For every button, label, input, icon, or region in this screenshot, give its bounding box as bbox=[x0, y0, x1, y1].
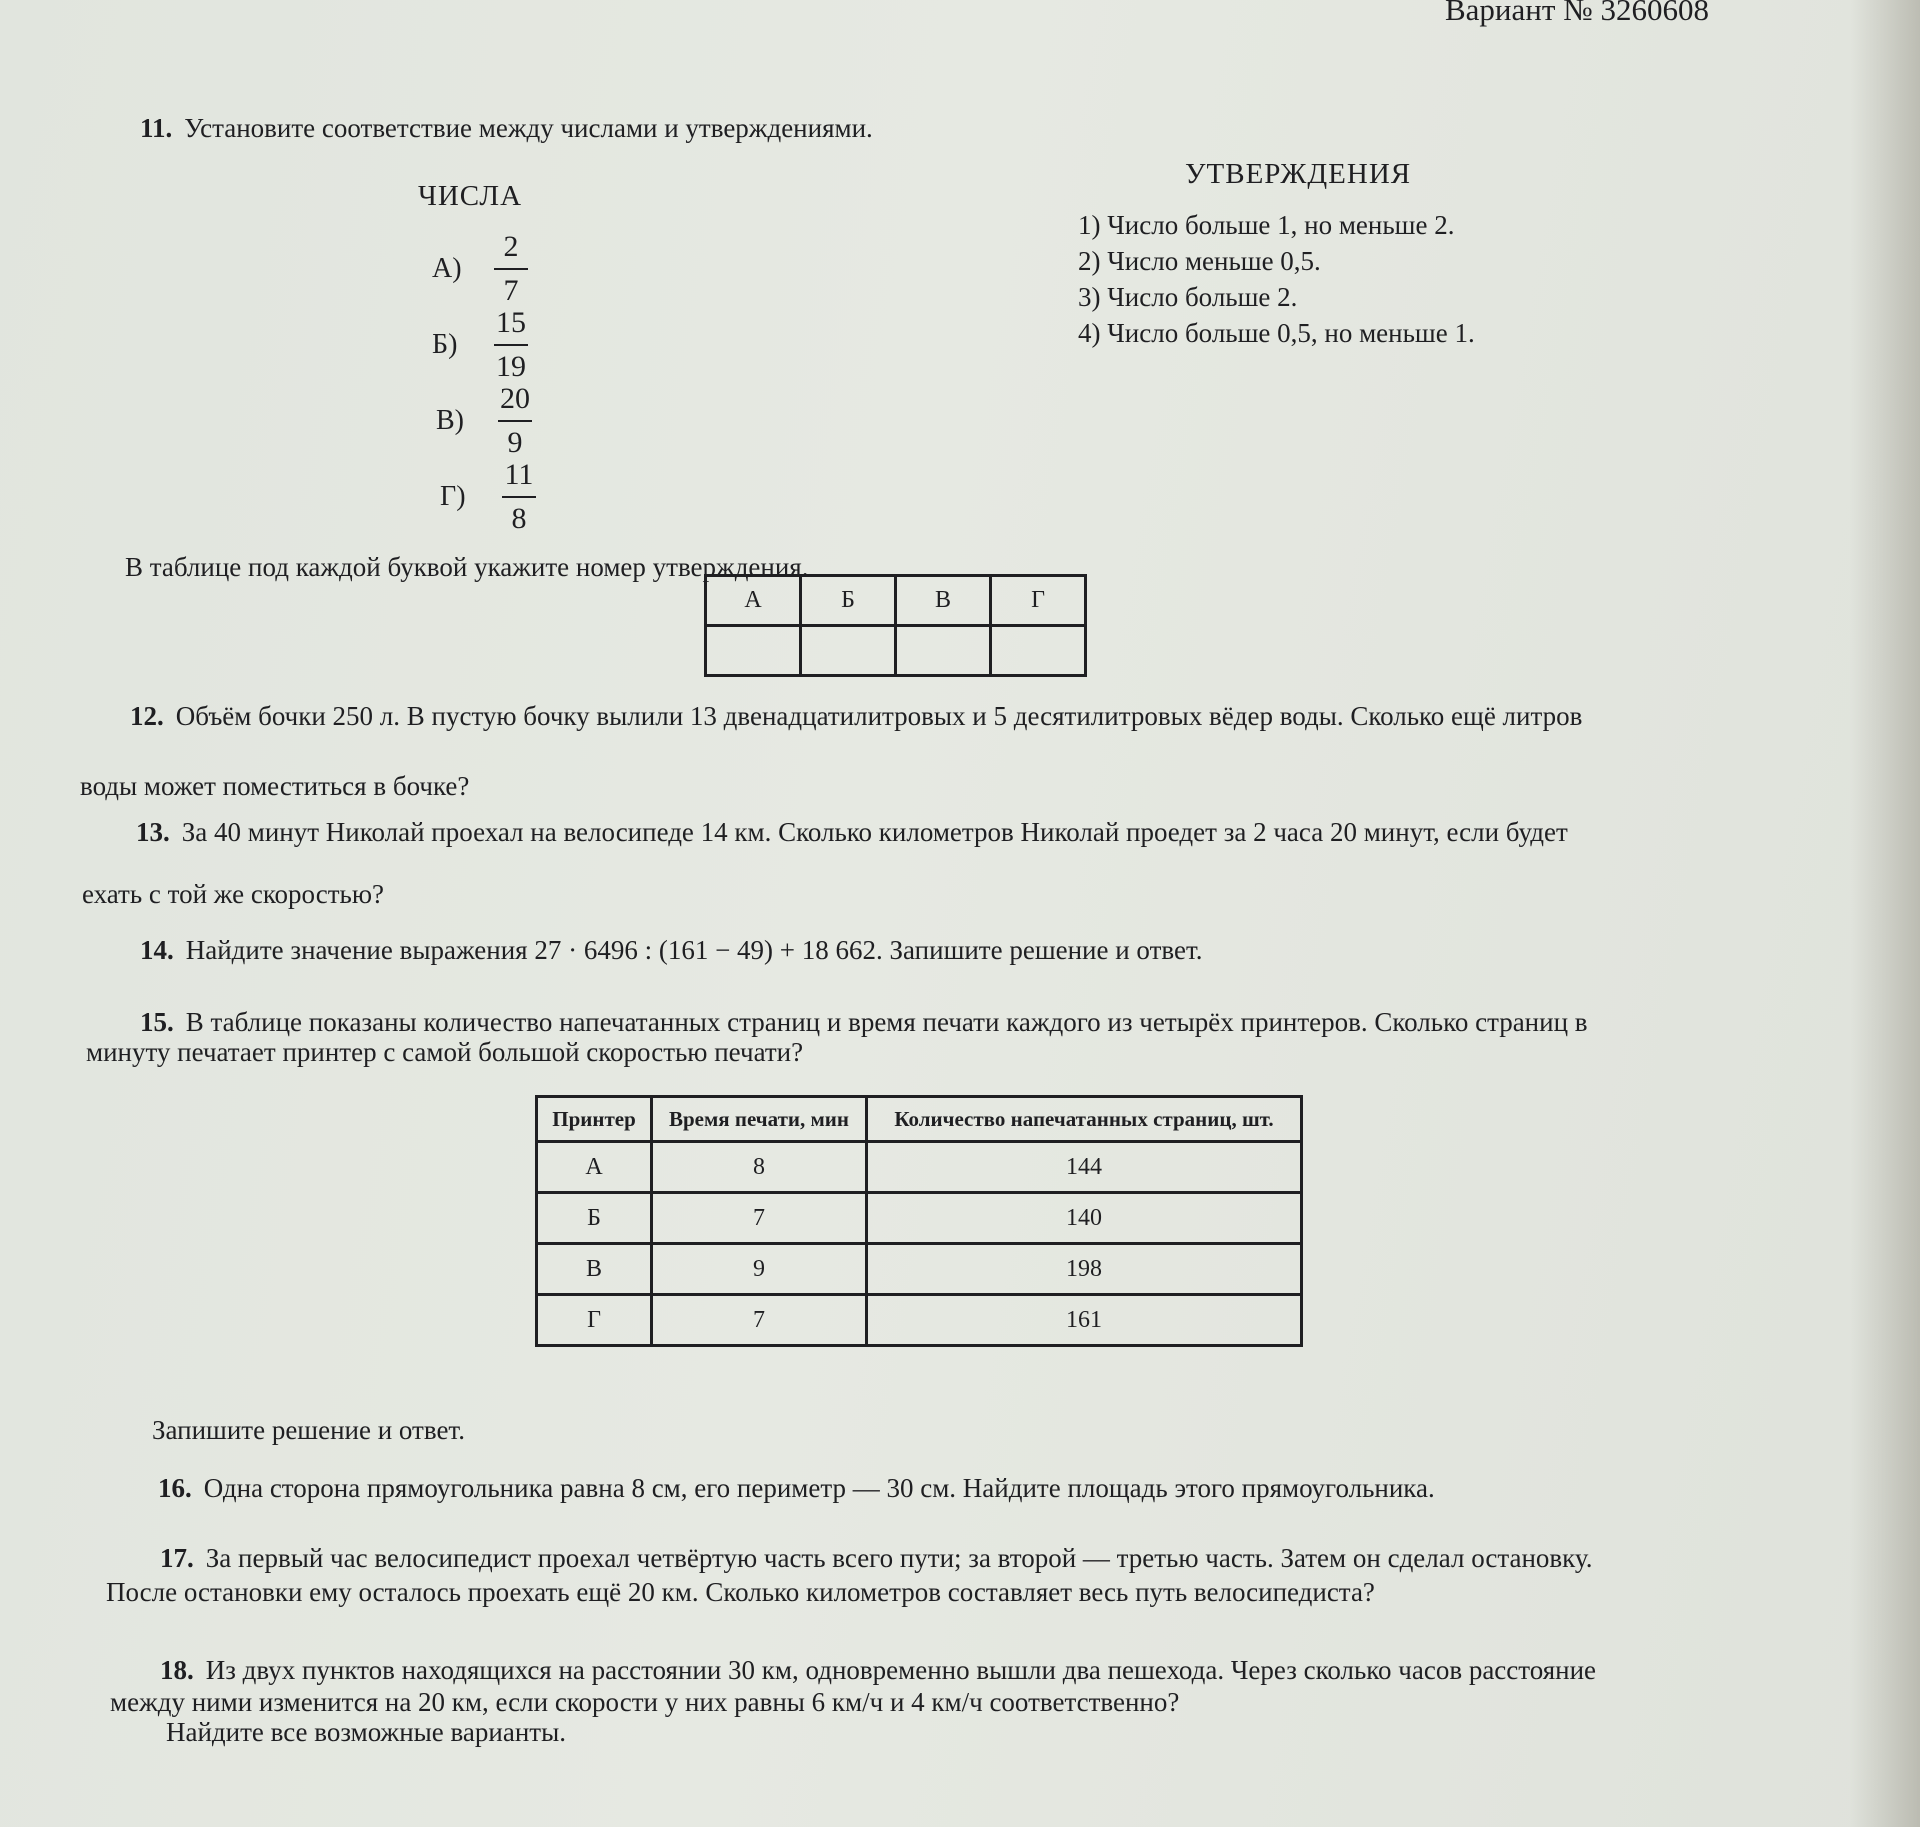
fraction bbox=[494, 230, 528, 308]
time-cell: 9 bbox=[652, 1244, 867, 1295]
numerator: 2 bbox=[503, 230, 519, 263]
statement-4: 4) Число больше 0,5, но меньше 1. bbox=[1078, 318, 1475, 348]
task-text: Установите соответствие между числами и утверждениями. bbox=[184, 113, 873, 143]
table-row bbox=[537, 1142, 1302, 1193]
answer-cell-a[interactable] bbox=[706, 626, 801, 676]
task-text: Одна сторона прямоугольника равна 8 см, его периметр — 30 см. Найдите площадь этого прямоугольника. bbox=[203, 1473, 1435, 1503]
task-number: 11. bbox=[140, 113, 173, 143]
pages-cell: 198 bbox=[867, 1244, 1302, 1295]
task-text: В таблице показаны количество напечатанных страниц и время печати каждого из четырёх принтеров. Сколько страниц в bbox=[185, 1007, 1588, 1037]
option-g bbox=[440, 458, 536, 536]
task-number: 14. bbox=[140, 935, 174, 965]
table-row bbox=[537, 1193, 1302, 1244]
task-18-line3: Найдите все возможные варианты. bbox=[166, 1717, 566, 1747]
task-number: 15. bbox=[140, 1007, 174, 1037]
fraction-bar bbox=[494, 268, 528, 270]
table-row bbox=[537, 1244, 1302, 1295]
printer-cell: Б bbox=[537, 1193, 652, 1244]
denominator: 19 bbox=[496, 350, 526, 383]
option-label: В) bbox=[436, 405, 464, 436]
task-number: 12. bbox=[130, 701, 164, 731]
answer-cell-v[interactable] bbox=[896, 626, 991, 676]
task-12-line2: воды может поместиться в бочке? bbox=[80, 771, 470, 801]
statements-heading: УТВЕРЖДЕНИЯ bbox=[1185, 158, 1412, 190]
printer-header-row bbox=[537, 1097, 1302, 1142]
statement-1: 1) Число больше 1, но меньше 2. bbox=[1078, 210, 1455, 240]
task-12-line1 bbox=[130, 696, 1582, 736]
task-text: За первый час велосипедист проехал четвёртую часть всего пути; за второй — третью часть. Затем он сделал остановку. bbox=[205, 1543, 1593, 1573]
pages-cell: 144 bbox=[867, 1142, 1302, 1193]
answer-header-cell: А bbox=[706, 576, 801, 626]
option-label: Б) bbox=[432, 329, 458, 360]
task-text: Из двух пунктов находящихся на расстоянии 30 км, одновременно вышли два пешехода. Через сколько часов расстояние bbox=[205, 1655, 1596, 1685]
fraction-bar bbox=[502, 496, 536, 498]
option-label: А) bbox=[432, 253, 462, 284]
denominator: 7 bbox=[503, 274, 519, 307]
answer-header-cell: Б bbox=[801, 576, 896, 626]
task-number: 13. bbox=[136, 817, 170, 847]
time-cell: 7 bbox=[652, 1193, 867, 1244]
answer-input-row bbox=[706, 626, 1086, 676]
task-number: 17. bbox=[160, 1543, 194, 1573]
pages-cell: 161 bbox=[867, 1295, 1302, 1346]
answer-header-cell: В bbox=[896, 576, 991, 626]
option-a bbox=[432, 230, 528, 308]
task-11-title bbox=[140, 108, 873, 148]
task-14-line1 bbox=[140, 930, 1202, 970]
time-cell: 8 bbox=[652, 1142, 867, 1193]
task-text: Найдите значение выражения 27 · 6496 : (161 − 49) + 18 662. Запишите решение и ответ. bbox=[185, 935, 1203, 965]
fraction bbox=[498, 382, 532, 460]
task-16-line1 bbox=[158, 1468, 1435, 1508]
printer-cell: А bbox=[537, 1142, 652, 1193]
task-text: За 40 минут Николай проехал на велосипеде 14 км. Сколько километров Николай проедет за 2 часа 20 минут, если будет bbox=[181, 817, 1568, 847]
fraction bbox=[502, 458, 536, 536]
task-13-line1 bbox=[136, 812, 1568, 852]
pages-cell: 140 bbox=[867, 1193, 1302, 1244]
option-label: Г) bbox=[440, 481, 466, 512]
option-b bbox=[432, 306, 528, 384]
numerator: 15 bbox=[496, 306, 526, 339]
header-pages: Количество напечатанных страниц, шт. bbox=[867, 1097, 1302, 1142]
fraction-bar bbox=[498, 420, 532, 422]
task-number: 16. bbox=[158, 1473, 192, 1503]
denominator: 8 bbox=[511, 502, 527, 535]
task-15-after: Запишите решение и ответ. bbox=[152, 1415, 465, 1445]
task-13-line2: ехать с той же скоростью? bbox=[82, 879, 384, 909]
printer-cell: В bbox=[537, 1244, 652, 1295]
statement-3: 3) Число больше 2. bbox=[1078, 282, 1298, 312]
numerator: 11 bbox=[504, 458, 534, 491]
variant-number: Вариант № 3260608 bbox=[1445, 0, 1709, 27]
fraction-bar bbox=[494, 344, 528, 346]
answer-header-row bbox=[706, 576, 1086, 626]
answer-cell-b[interactable] bbox=[801, 626, 896, 676]
option-v bbox=[436, 382, 532, 460]
task-17-line2: После остановки ему осталось проехать ещё 20 км. Сколько километров составляет весь путь велосипедиста? bbox=[106, 1577, 1375, 1607]
task-15-line2: минуту печатает принтер с самой большой скоростью печати? bbox=[86, 1037, 804, 1067]
numbers-heading: ЧИСЛА bbox=[418, 180, 523, 212]
printer-cell: Г bbox=[537, 1295, 652, 1346]
header-printer: Принтер bbox=[537, 1097, 652, 1142]
header-time: Время печати, мин bbox=[652, 1097, 867, 1142]
numerator: 20 bbox=[500, 382, 530, 415]
printer-table bbox=[535, 1095, 1303, 1347]
time-cell: 7 bbox=[652, 1295, 867, 1346]
task-11-instruction: В таблице под каждой буквой укажите номер утверждения. bbox=[125, 552, 809, 582]
statement-2: 2) Число меньше 0,5. bbox=[1078, 246, 1321, 276]
task-18-line2: между ними изменится на 20 км, если скорости у них равны 6 км/ч и 4 км/ч соответственно? bbox=[110, 1687, 1180, 1717]
page-shadow bbox=[1850, 0, 1920, 1827]
answer-table bbox=[704, 574, 1087, 677]
fraction bbox=[494, 306, 528, 384]
denominator: 9 bbox=[507, 426, 523, 459]
answer-cell-g[interactable] bbox=[991, 626, 1086, 676]
answer-header-cell: Г bbox=[991, 576, 1086, 626]
table-row bbox=[537, 1295, 1302, 1346]
task-text: Объём бочки 250 л. В пустую бочку вылили 13 двенадцатилитровых и 5 десятилитровых вёдер воды. Сколько ещё литров bbox=[175, 701, 1583, 731]
task-number: 18. bbox=[160, 1655, 194, 1685]
